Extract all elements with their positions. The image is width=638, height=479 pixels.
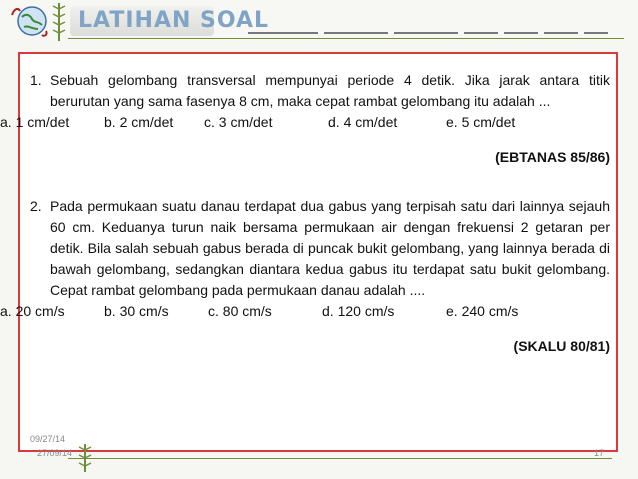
questions-area <box>0 70 610 357</box>
slide-title: LATIHAN SOAL <box>78 8 270 33</box>
question-text: Pada permukaan suatu danau terdapat dua gabus yang terpisah satu dari lainnya sejauh 60 cm. Keduanya turun naik bersama permukaan air dengan frekuensi 2 getaran per detik. Bila salah sebuah gabus berada di puncak bukit gelombang, yang lainnya berada di bawah gelombang, sedangkan diantara kedua gabus itu terdapat satu bukit gelombang. Cepat rambat gelombang pada permukaan danau adalah .... <box>50 198 610 298</box>
header-scribble-decoration <box>248 30 608 36</box>
page-number: 17 <box>594 448 605 458</box>
option-a: a. 20 cm/s <box>0 303 65 319</box>
option-e: e. 240 cm/s <box>446 303 519 319</box>
option-b: b. 2 cm/det <box>104 114 174 130</box>
footer-date-bottom: 27/09/14 <box>37 448 73 458</box>
question-2-options <box>0 301 610 322</box>
option-d: d. 120 cm/s <box>322 303 395 319</box>
option-a: a. 1 cm/det <box>0 114 70 130</box>
globe-logo-icon <box>8 3 52 39</box>
question-2 <box>30 196 610 301</box>
question-1-options <box>0 112 610 133</box>
question-1-source: (EBTANAS 85/86) <box>495 149 610 165</box>
question-number: 1. <box>30 72 42 88</box>
option-d: d. 4 cm/det <box>328 114 398 130</box>
option-c: c. 3 cm/det <box>204 114 273 130</box>
question-number: 2. <box>30 198 42 214</box>
option-e: e. 5 cm/det <box>446 114 516 130</box>
footer-date-top: 09/27/14 <box>30 434 66 444</box>
option-c: c. 80 cm/s <box>208 303 272 319</box>
question-1 <box>30 70 610 112</box>
question-text: Sebuah gelombang transversal mempunyai periode 4 detik. Jika jarak antara titik berurutan yang sama fasenya 8 cm, maka cepat rambat gelombang itu adalah ... <box>50 72 610 109</box>
vine-decoration-icon <box>52 3 66 41</box>
question-2-source: (SKALU 80/81) <box>513 338 610 354</box>
header-divider <box>68 38 624 39</box>
footer-divider <box>68 458 612 459</box>
slide-header <box>0 0 638 42</box>
option-b: b. 30 cm/s <box>104 303 169 319</box>
